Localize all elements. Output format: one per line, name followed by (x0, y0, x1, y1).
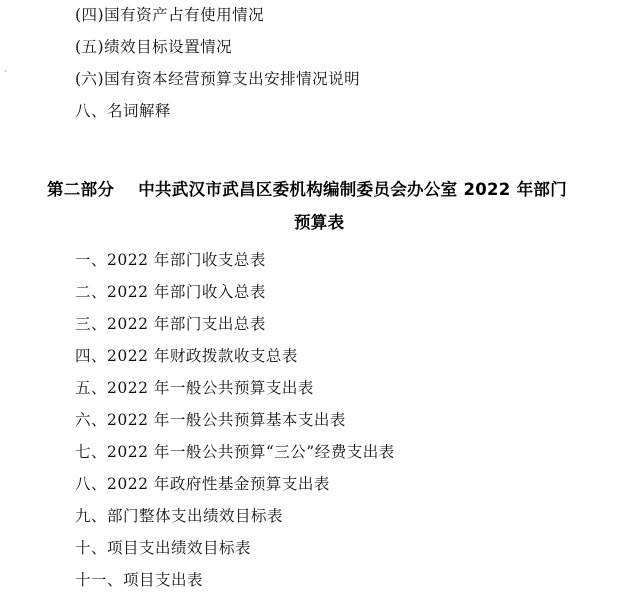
table-list-item: 十、项目支出绩效目标表 (75, 539, 252, 557)
section-title-line1: 中共武汉市武昌区委机构编制委员会办公室 2022 年部门 (138, 180, 568, 199)
table-list-item: 五、2022 年一般公共预算支出表 (75, 379, 314, 397)
margin-marker-icon: ˅ (4, 70, 8, 78)
section-part-label: 第二部分 (47, 180, 115, 199)
table-list-item: 三、2022 年部门支出总表 (75, 315, 266, 333)
table-list-item: 二、2022 年部门收入总表 (75, 283, 266, 301)
table-list-item: 一、2022 年部门收支总表 (75, 251, 266, 269)
table-list-item: 十一、项目支出表 (75, 571, 204, 589)
section-heading (47, 179, 567, 201)
table-list-item: 六、2022 年一般公共预算基本支出表 (75, 411, 346, 429)
table-list-item: 七、2022 年一般公共预算“三公”经费支出表 (75, 443, 395, 461)
outline-item: (四)国有资产占有使用情况 (75, 6, 265, 24)
section-title-line2: 预算表 (294, 213, 345, 232)
table-list-item: 八、2022 年政府性基金预算支出表 (75, 475, 330, 493)
table-list-item: 四、2022 年财政拨款收支总表 (75, 347, 298, 365)
outline-item: 八、名词解释 (75, 102, 172, 120)
outline-item: (六)国有资本经营预算支出安排情况说明 (75, 70, 361, 88)
table-list-item: 九、部门整体支出绩效目标表 (75, 507, 284, 525)
outline-item: (五)绩效目标设置情况 (75, 38, 233, 56)
